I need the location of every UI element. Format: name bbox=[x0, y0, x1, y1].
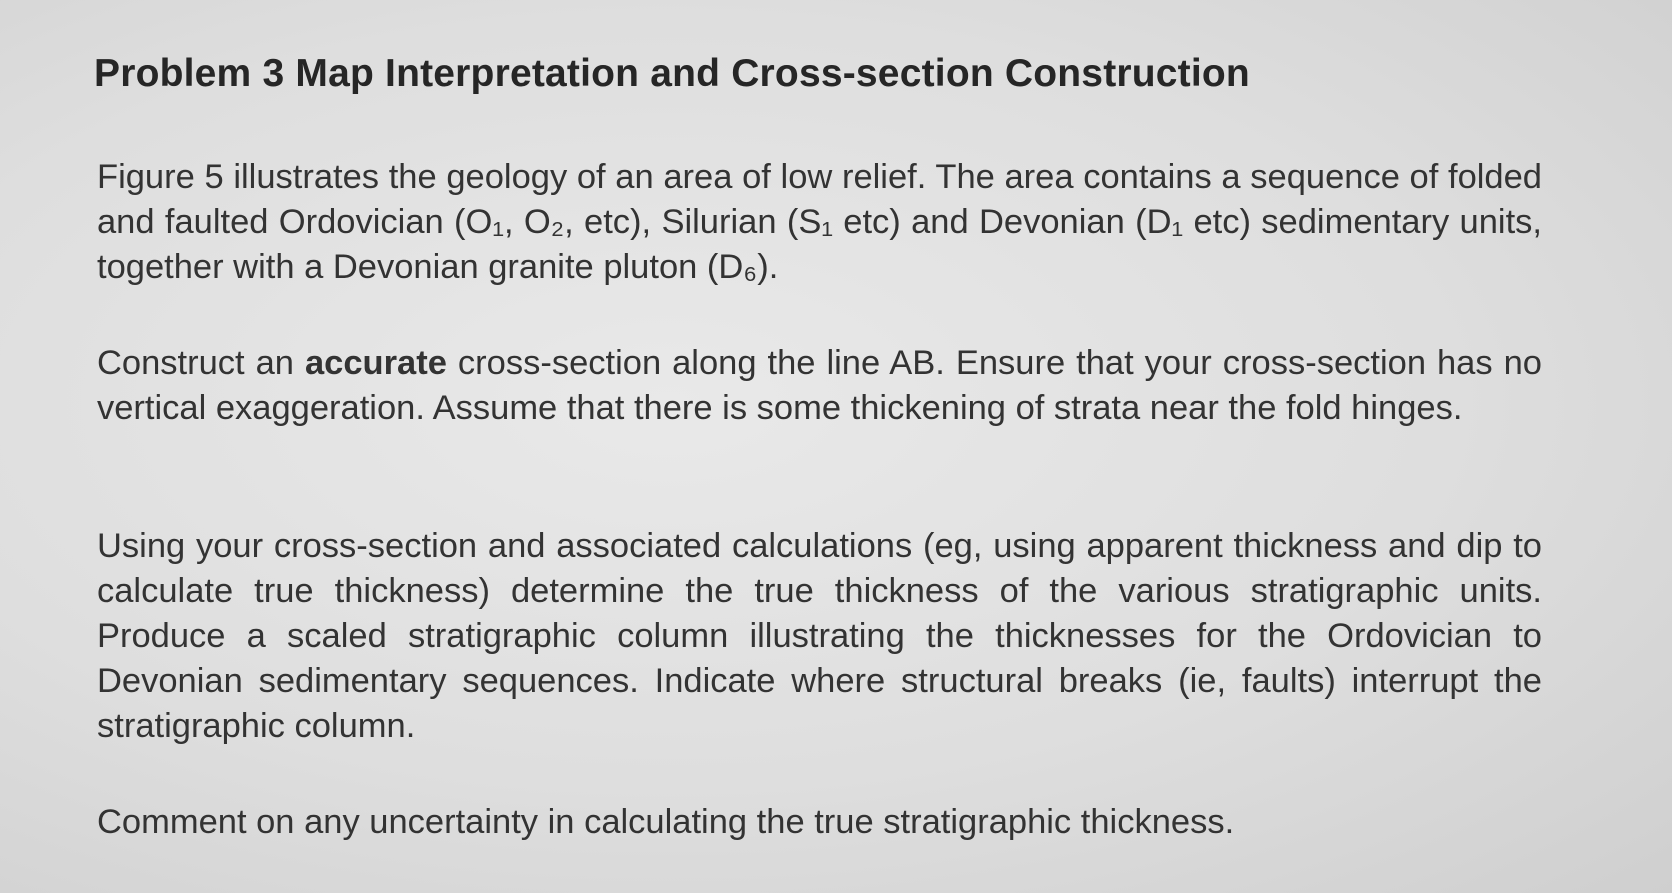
paragraph-uncertainty-comment: Comment on any uncertainty in calculating the true stratigraphic thickness. bbox=[97, 803, 1235, 841]
paragraph-cross-section-instructions bbox=[97, 341, 1542, 431]
paragraph-thickness-instructions: Using your cross-section and associated calculations (eg, using apparent thickness and dip to calculate true thickness) determine the true thickness of the various stratigraphic units. Produce a scaled stratigraphic column illustrating the thicknesses for the Ordovician to Devonian sedimentary sequences. Indicate where structural breaks (ie, faults) interrupt the stratigraphic column. bbox=[97, 527, 1542, 745]
problem-title: Problem 3 Map Interpretation and Cross-section Construction bbox=[94, 52, 1250, 95]
paragraph2-text-after: cross-section along the line AB. Ensure that your cross-section has no vertical exaggeration. Assume that there is some thickening of strata near the fold hinges. bbox=[97, 344, 1542, 427]
paragraph-figure-description: Figure 5 illustrates the geology of an area of low relief. The area contains a sequence of folded and faulted Ordovician (O₁, O₂, etc), Silurian (S₁ etc) and Devonian (D₁ etc) sedimentary units, together with a Devonian granite pluton (D₆). bbox=[97, 158, 1542, 286]
paragraph2-text-before: Construct an bbox=[97, 344, 305, 382]
emphasis-accurate: accurate bbox=[304, 344, 447, 382]
